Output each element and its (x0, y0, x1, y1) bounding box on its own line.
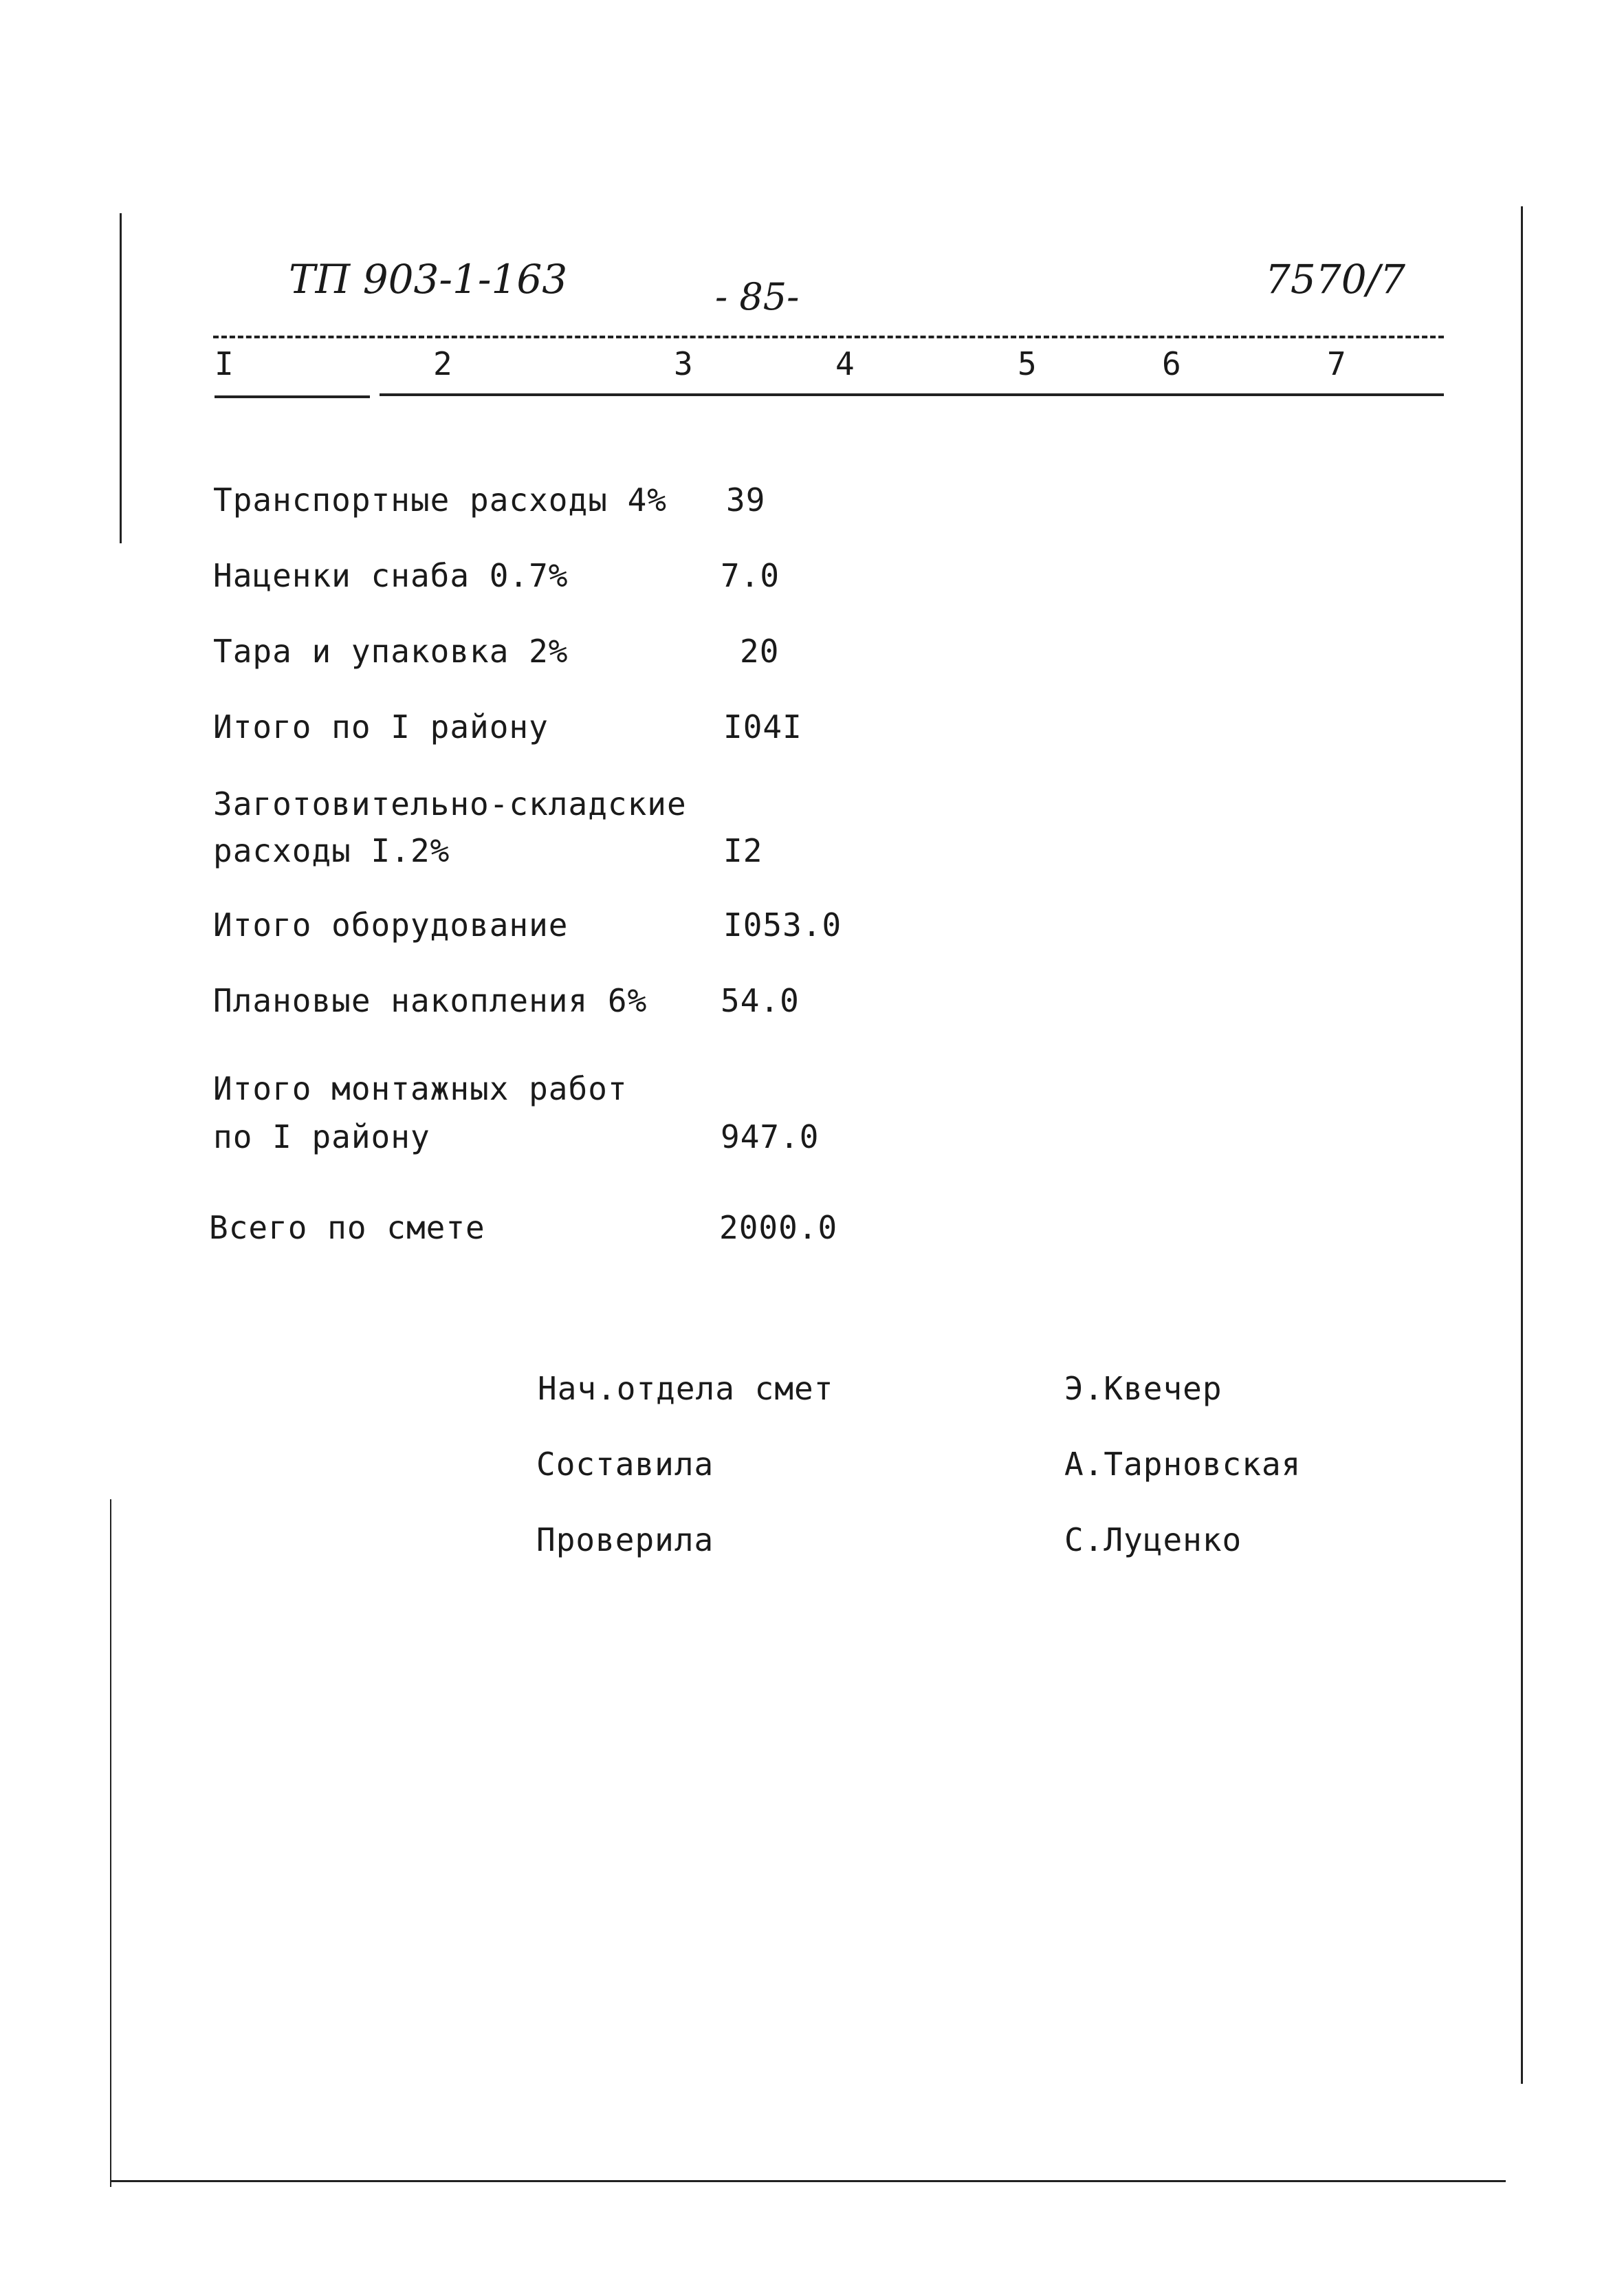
column-header-dashed-line (213, 336, 1444, 338)
row-label: Всего по смете (209, 1209, 485, 1246)
signature-role: Нач.отдела смет (538, 1370, 834, 1407)
column-number-3: 3 (674, 345, 694, 382)
row-label: Тара и упаковка 2% (213, 633, 569, 670)
row-value: 2000.0 (719, 1209, 838, 1246)
row-label: Заготовительно-складские (213, 785, 687, 823)
column-number-2: 2 (433, 345, 453, 382)
row-value: 20 (740, 633, 780, 670)
row-label: Плановые накопления 6% (213, 982, 648, 1019)
row-value: 54.0 (721, 982, 800, 1019)
signature-role: Проверила (536, 1521, 714, 1558)
row-value: 39 (726, 481, 766, 519)
bottom-border-line (110, 2180, 1506, 2182)
row-label: Итого по I району (213, 708, 549, 745)
column-number-6: 6 (1162, 345, 1182, 382)
row-value: I04I (723, 708, 802, 745)
column-number-5: 5 (1018, 345, 1038, 382)
row-label: Наценки снаба 0.7% (213, 557, 569, 594)
signature-role: Составила (536, 1446, 714, 1483)
row-label: Итого оборудование (213, 906, 569, 944)
doc-number: ТП 903-1-163 (289, 256, 568, 303)
column-number-4: 4 (835, 345, 855, 382)
signature-name: А.Тарновская (1064, 1446, 1302, 1483)
column-number-1: I (215, 345, 234, 382)
column-header-underline-left (215, 395, 370, 398)
row-label: Транспортные расходы 4% (213, 481, 667, 519)
row-value: 947.0 (721, 1118, 820, 1155)
row-label: Итого монтажных работ (213, 1070, 628, 1107)
column-number-7: 7 (1327, 345, 1347, 382)
row-label: расходы I.2% (213, 832, 450, 869)
column-header-underline-right (380, 393, 1444, 396)
left-border-line-lower (110, 1499, 111, 2187)
signature-name: Э.Квечер (1064, 1370, 1222, 1407)
row-label: по I району (213, 1118, 430, 1155)
left-border-line (120, 213, 122, 543)
row-value: I2 (723, 832, 763, 869)
row-value: 7.0 (721, 557, 780, 594)
sheet-code: 7570/7 (1265, 256, 1406, 303)
right-border-line (1521, 206, 1523, 2084)
signature-name: С.Луценко (1064, 1521, 1242, 1558)
page-number: - 85- (715, 275, 800, 318)
row-value: I053.0 (723, 906, 842, 944)
